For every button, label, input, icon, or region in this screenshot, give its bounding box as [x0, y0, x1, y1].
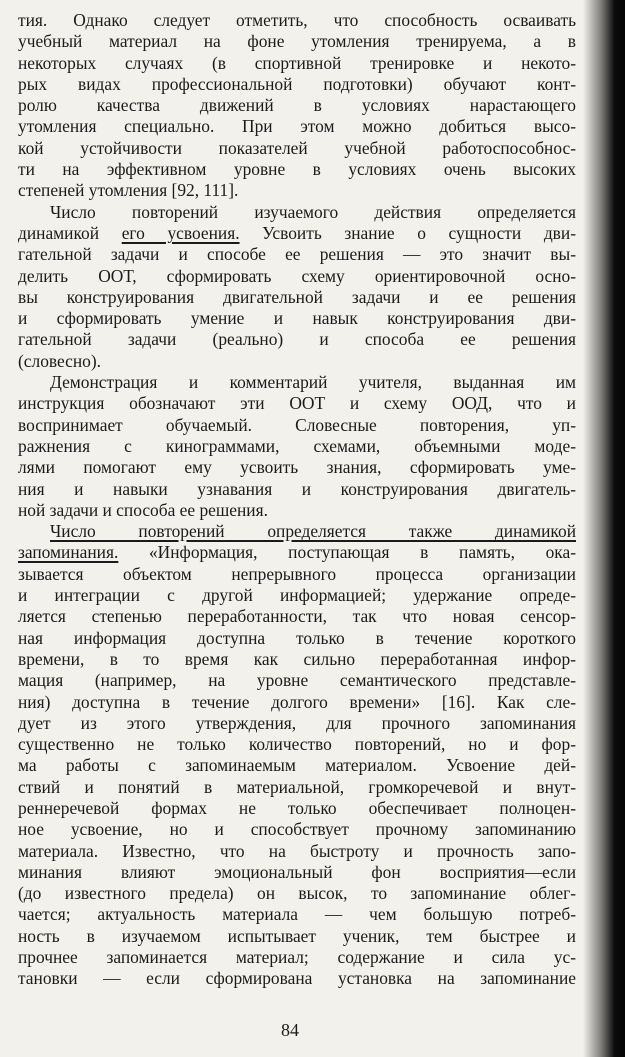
text-line: ная информация доступна только в течение короткого: [18, 627, 576, 648]
text-line: и интеграции с другой информацией; удержание опреде-: [18, 585, 576, 606]
text-line: времени, в то время как сильно переработанная инфор-: [18, 648, 576, 669]
text-line: ное усвоение, но и способствует прочному запоминанию: [18, 819, 576, 840]
text-fragment: Усвоить знание о сущности дви-: [239, 222, 576, 243]
text-line: делить ООТ, сформировать схему ориентировочной осно-: [18, 265, 576, 286]
text-line: лями помогают ему усвоить знания, сформировать уме-: [18, 457, 576, 478]
text-line: реннеречевой формах не только обеспечивает полноцен-: [18, 797, 576, 818]
text-line: ния) доступна в течение долгого времени» [16]. Как сле-: [18, 691, 576, 712]
text-line: зывается объектом непрерывного процесса организации: [18, 563, 576, 584]
text-fragment: динамикой: [18, 222, 122, 243]
text-line: тановки — если сформирована установка на запоминание: [18, 968, 576, 989]
text-line: ражнения с кинограммами, схемами, объемными моде-: [18, 435, 576, 456]
text-line: ляется степенью переработанности, так что новая сенсор-: [18, 606, 576, 627]
text-line: дует из этого утверждения, для прочного запоминания: [18, 712, 576, 733]
text-line: некоторых случаях (в спортивной тренировке и некото-: [18, 52, 576, 73]
text-line: учебный материал на фоне утомления тренируема, а в: [18, 31, 576, 52]
text-line: вы конструирования двигательной задачи и ее решения: [18, 286, 576, 307]
text-line: гательной задачи (реально) и способа ее решения: [18, 329, 576, 350]
text-line: и сформировать умение и навык конструирования дви-: [18, 308, 576, 329]
text-line-with-underline: [18, 223, 576, 244]
text-line: ной задачи и способа ее решения.: [18, 499, 268, 520]
text-line: степеней утомления [92, 111].: [18, 180, 239, 201]
text-line: утомления специально. При этом можно добиться высо-: [18, 116, 576, 137]
text-line: ма работы с запоминаемым материалом. Усвоение дей-: [18, 755, 576, 776]
text-line: Число повторений изучаемого действия определяется: [50, 201, 576, 222]
text-line-underlined: [18, 521, 576, 542]
text-line: рых видах профессиональной подготовки) обучают конт-: [18, 73, 576, 94]
text-line: тия. Однако следует отметить, что способность осваивать: [18, 10, 576, 30]
text-line: ствий и понятий в материальной, громкоречевой и внут-: [18, 776, 576, 797]
underlined-phrase: Число повторений определяется также динамикой: [50, 521, 576, 542]
text-line: (до известного предела) он высок, то запоминание облег-: [18, 883, 576, 904]
text-line: инструкция обозначают эти ООТ и схему ООД, что и: [18, 393, 576, 414]
page-edge-shadow: [583, 0, 625, 1057]
page-number: 84: [281, 1020, 299, 1040]
text-line: ти на эффективном уровне в условиях очень высоких: [18, 159, 576, 180]
text-line: ролю качества движений в условиях нарастающего: [18, 95, 576, 116]
text-line-with-underline: [18, 542, 576, 563]
text-line: ния и навыки узнавания и конструирования двигатель-: [18, 478, 576, 499]
text-line: воспринимает обучаемый. Словесные повторения, уп-: [18, 414, 576, 435]
text-line: прочнее запоминается материал; содержание и сила ус-: [18, 947, 576, 968]
text-line: мация (например, на уровне семантического представле-: [18, 670, 576, 691]
text-line: (словесно).: [18, 350, 102, 371]
text-line: кой устойчивости показателей учебной работоспособнос-: [18, 137, 576, 158]
text-line: ность в изучаемом испытывает ученик, тем быстрее и: [18, 925, 576, 946]
page-body-text: [18, 10, 576, 990]
text-line: чается; актуальность материала — чем большую потреб-: [18, 904, 576, 925]
text-line: Демонстрация и комментарий учителя, выданная им: [50, 372, 576, 393]
text-fragment: «Информация, поступающая в память, ока-: [118, 542, 576, 563]
text-line: существенно не только количество повторений, но и фор-: [18, 734, 576, 755]
underlined-phrase: его усвоения.: [121, 222, 240, 243]
text-line: гательной задачи и способе ее решения — это значит вы-: [18, 244, 576, 265]
text-line: материала. Известно, что на быстроту и прочность запо-: [18, 840, 576, 861]
underlined-phrase: запоминания.: [18, 542, 119, 563]
text-line: минания влияют эмоциональный фон восприятия—если: [18, 861, 576, 882]
